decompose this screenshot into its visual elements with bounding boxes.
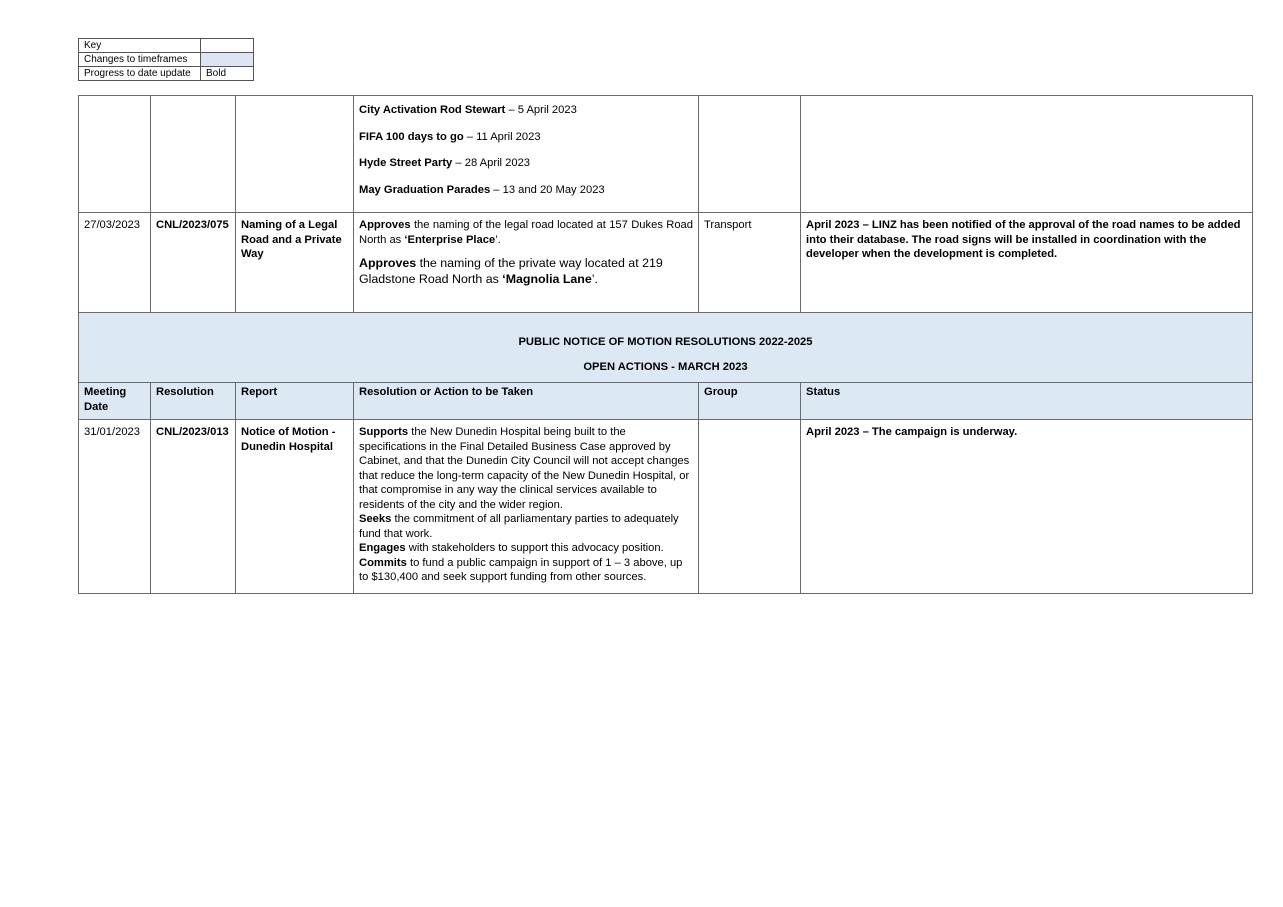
- event-item: Hyde Street Party – 28 April 2023: [359, 157, 531, 169]
- actions-table: [78, 95, 1253, 594]
- key-swatch-timeframes: [201, 53, 254, 67]
- action-item: Seeks the commitment of all parliamentary parties to adequately fund that work.: [359, 513, 679, 540]
- status-cell: April 2023 – LINZ has been notified of the approval of the road names to be added into their database. The road signs will be installed in coordination with the developer when the development is completed.: [801, 213, 1253, 313]
- action-item: Commits to fund a public campaign in support of 1 – 3 above, up to $130,400 and seek support funding from other sources.: [359, 556, 683, 583]
- key-label-progress: Progress to date update: [79, 67, 201, 81]
- section-subtitle: OPEN ACTIONS - MARCH 2023: [583, 360, 748, 373]
- header-row: [79, 383, 1253, 420]
- header-action: Resolution or Action to be Taken: [354, 383, 699, 420]
- header-resolution: Resolution: [151, 383, 236, 420]
- section-title: PUBLIC NOTICE OF MOTION RESOLUTIONS 2022-2025: [518, 336, 813, 348]
- report-title: Naming of a Legal Road and a Private Way: [236, 213, 354, 313]
- table-row: [79, 420, 1253, 594]
- section-heading-row: [79, 313, 1253, 383]
- resolution-id: CNL/2023/075: [151, 213, 236, 313]
- key-title: Key: [79, 39, 201, 53]
- key-table: [78, 38, 254, 81]
- header-group: Group: [699, 383, 801, 420]
- action-paragraph: Approves the naming of the private way located at 219 Gladstone Road North as ‘Magnolia Lane’.: [359, 256, 663, 286]
- header-meeting-date: Meeting Date: [79, 383, 151, 420]
- report-title: Notice of Motion - Dunedin Hospital: [236, 420, 354, 594]
- events-cell: [354, 96, 699, 213]
- meeting-date: 27/03/2023: [79, 213, 151, 313]
- meeting-date: 31/01/2023: [79, 420, 151, 594]
- header-status: Status: [801, 383, 1253, 420]
- event-item: May Graduation Parades – 13 and 20 May 2023: [359, 183, 605, 196]
- key-value-progress: Bold: [201, 67, 254, 81]
- action-paragraph: Approves the naming of the legal road located at 157 Dukes Road North as ‘Enterprise Place’.: [359, 219, 693, 246]
- action-cell: [354, 213, 699, 313]
- event-item: FIFA 100 days to go – 11 April 2023: [359, 130, 541, 143]
- action-item: Engages with stakeholders to support this advocacy position.: [359, 542, 664, 554]
- action-item: Supports the New Dunedin Hospital being built to the specifications in the Final Detailed Business Case approved by Cabinet, and that the Dunedin City Council will not accept changes that reduce the long-term capacity of the New Dunedin Hospital, or that compromise in any way the clinical services available to residents of the city and the wider region.: [359, 426, 690, 511]
- group-cell: Transport: [699, 213, 801, 313]
- action-cell: [354, 420, 699, 594]
- status-cell: April 2023 – The campaign is underway.: [801, 420, 1253, 594]
- resolution-id: CNL/2023/013: [151, 420, 236, 594]
- table-row: [79, 96, 1253, 213]
- key-label-timeframes: Changes to timeframes: [79, 53, 201, 67]
- group-cell: [699, 420, 801, 594]
- event-item: City Activation Rod Stewart – 5 April 2023: [359, 104, 577, 116]
- table-row: [79, 213, 1253, 313]
- header-report: Report: [236, 383, 354, 420]
